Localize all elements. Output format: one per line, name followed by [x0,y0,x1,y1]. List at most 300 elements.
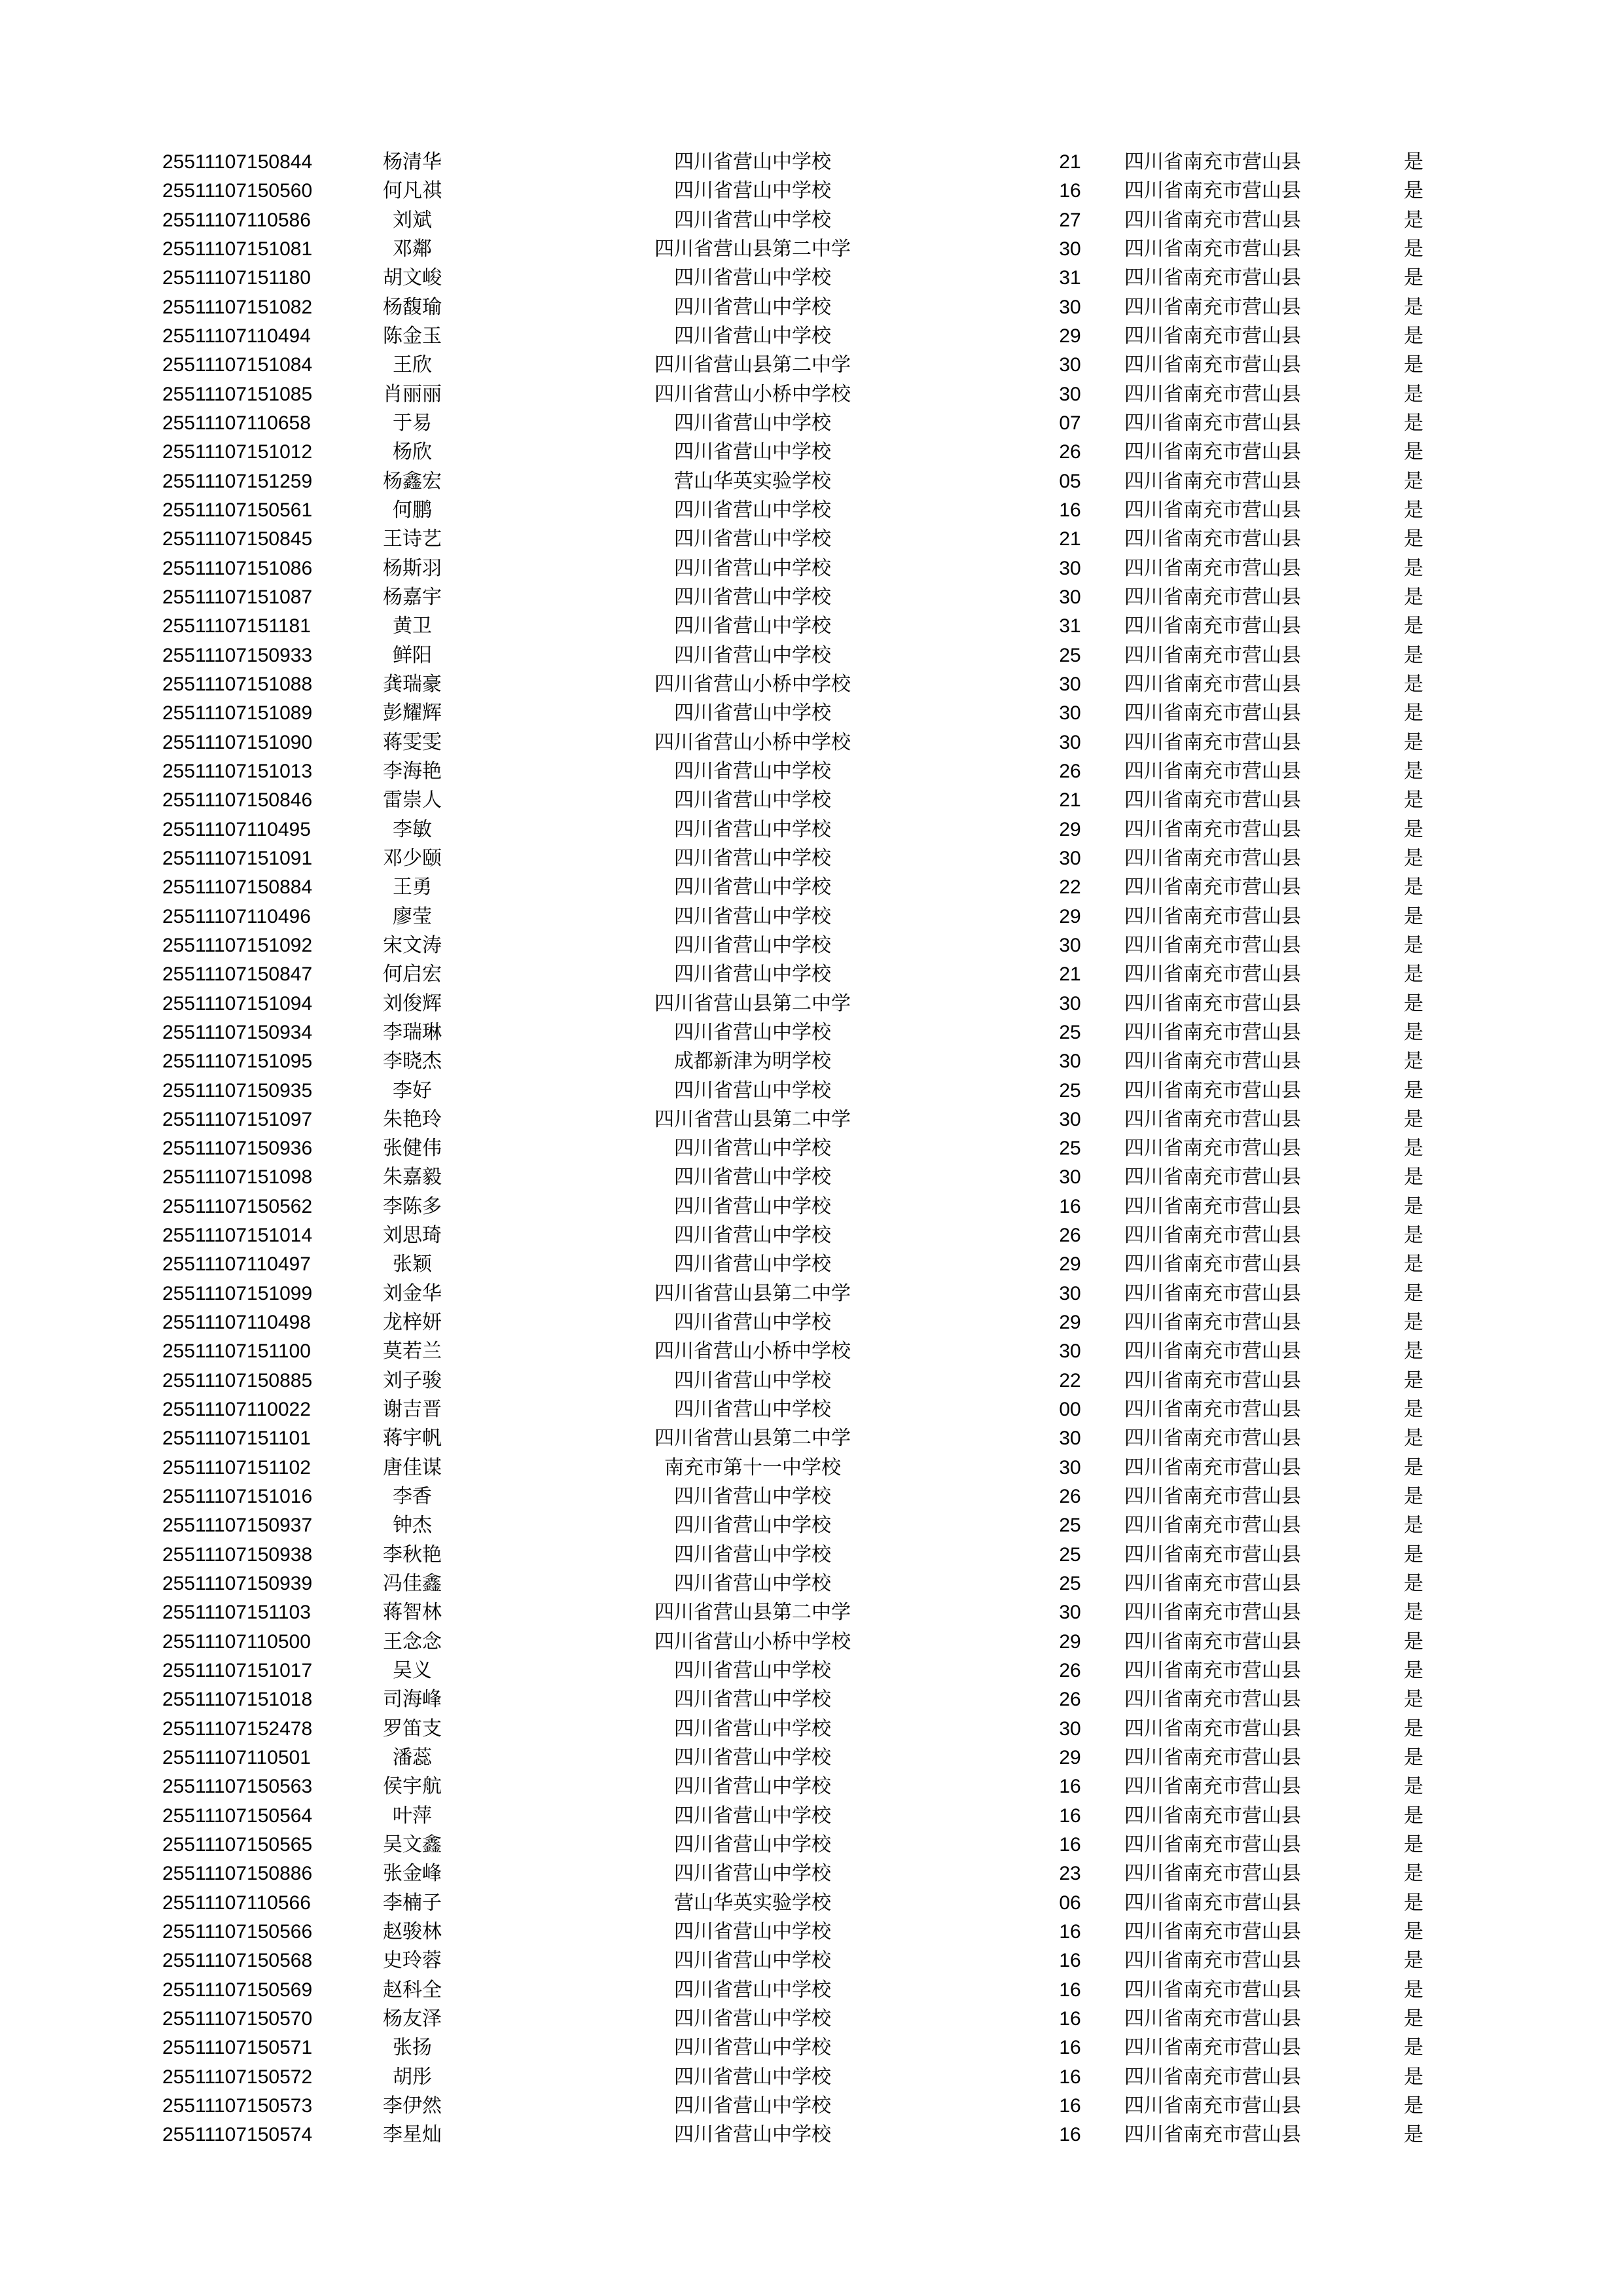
region-cell: 四川省南充市营山县 [1124,1543,1301,1566]
status-flag-cell: 是 [1404,1485,1423,1509]
table-row [0,2034,1623,2062]
status-flag-cell: 是 [1404,1224,1423,1247]
region-cell: 四川省南充市营山县 [1124,672,1301,696]
region-cell: 四川省南充市营山县 [1124,440,1301,464]
exam-number-cell: 25511107151094 [162,992,313,1014]
class-code-cell: 30 [1059,1717,1081,1740]
school-name-cell: 四川省营山县第二中学 [654,992,851,1015]
status-flag-cell: 是 [1404,1311,1423,1335]
table-row [0,1715,1623,1744]
student-name-cell: 王诗艺 [383,528,442,551]
table-row [0,699,1623,728]
student-name-cell: 胡彤 [393,2065,432,2089]
region-cell: 四川省南充市营山县 [1124,992,1301,1015]
student-name-cell: 刘俊辉 [383,992,442,1015]
exam-number-cell: 25511107150938 [162,1543,313,1566]
student-name-cell: 唐佳谋 [383,1456,442,1479]
exam-number-cell: 25511107150886 [162,1863,313,1885]
status-flag-cell: 是 [1404,1514,1423,1537]
student-name-cell: 王欣 [393,353,432,377]
table-row [0,583,1623,612]
class-code-cell: 21 [1059,963,1081,986]
class-code-cell: 30 [1059,1340,1081,1363]
school-name-cell: 四川省营山中学校 [674,905,831,928]
table-row [0,786,1623,815]
exam-number-cell: 25511107110494 [162,325,311,347]
school-name-cell: 四川省营山中学校 [674,1920,831,1944]
exam-number-cell: 25511107150564 [162,1804,313,1827]
region-cell: 四川省南充市营山县 [1124,963,1301,986]
school-name-cell: 四川省营山中学校 [674,1311,831,1335]
status-flag-cell: 是 [1404,151,1423,173]
school-name-cell: 四川省营山中学校 [674,2036,831,2060]
status-flag-cell: 是 [1404,1891,1423,1914]
status-flag-cell: 是 [1404,1369,1423,1392]
region-cell: 四川省南充市营山县 [1124,1224,1301,1247]
status-flag-cell: 是 [1404,1601,1423,1624]
school-name-cell: 四川省营山中学校 [674,1398,831,1422]
table-row [0,1772,1623,1801]
class-code-cell: 16 [1059,1921,1081,1943]
school-name-cell: 四川省营山中学校 [674,2065,831,2089]
student-name-cell: 刘金华 [383,1282,442,1305]
status-flag-cell: 是 [1404,1107,1423,1131]
school-name-cell: 四川省营山中学校 [674,1804,831,1827]
table-row [0,931,1623,960]
student-name-cell: 蒋雯雯 [383,730,442,754]
class-code-cell: 21 [1059,151,1081,173]
table-row [0,1946,1623,1975]
exam-number-cell: 25511107151086 [162,557,313,579]
school-name-cell: 四川省营山中学校 [674,1137,831,1160]
region-cell: 四川省南充市营山县 [1124,1514,1301,1537]
status-flag-cell: 是 [1404,1456,1423,1479]
student-name-cell: 李海艳 [383,759,442,783]
class-code-cell: 16 [1059,499,1081,521]
student-name-cell: 李秋艳 [383,1543,442,1566]
status-flag-cell: 是 [1404,1572,1423,1596]
student-name-cell: 朱嘉毅 [383,1166,442,1189]
exam-number-cell: 25511107150565 [162,1834,313,1856]
exam-number-cell: 25511107110586 [162,209,311,231]
table-row [0,1918,1623,1946]
class-code-cell: 26 [1059,441,1081,463]
exam-number-cell: 25511107151087 [162,586,313,608]
region-cell: 四川省南充市营山县 [1124,846,1301,870]
school-name-cell: 四川省营山中学校 [674,411,831,435]
school-name-cell: 四川省营山中学校 [674,556,831,580]
status-flag-cell: 是 [1404,382,1423,406]
status-flag-cell: 是 [1404,992,1423,1015]
student-list-table [0,148,1623,2150]
student-name-cell: 雷崇人 [383,789,442,812]
region-cell: 四川省南充市营山县 [1124,933,1301,957]
exam-number-cell: 25511107152478 [162,1717,313,1740]
status-flag-cell: 是 [1404,1978,1423,2001]
table-row [0,1454,1623,1482]
status-flag-cell: 是 [1404,905,1423,928]
class-code-cell: 30 [1059,557,1081,579]
table-row [0,1395,1623,1424]
student-name-cell: 吴文鑫 [383,1833,442,1857]
status-flag-cell: 是 [1404,1340,1423,1363]
student-name-cell: 杨嘉宇 [383,585,442,609]
student-name-cell: 刘子骏 [383,1369,442,1392]
class-code-cell: 31 [1059,615,1081,637]
exam-number-cell: 25511107150566 [162,1921,313,1943]
student-name-cell: 张健伟 [383,1137,442,1160]
status-flag-cell: 是 [1404,876,1423,899]
school-name-cell: 四川省营山中学校 [674,615,831,638]
status-flag-cell: 是 [1404,179,1423,203]
region-cell: 四川省南充市营山县 [1124,1746,1301,1770]
exam-number-cell: 25511107151014 [162,1225,313,1247]
table-row [0,844,1623,873]
class-code-cell: 30 [1059,1050,1081,1073]
status-flag-cell: 是 [1404,2123,1423,2147]
class-code-cell: 16 [1059,2124,1081,2146]
status-flag-cell: 是 [1404,643,1423,667]
exam-number-cell: 25511107151091 [162,847,313,869]
student-name-cell: 李楠子 [383,1891,442,1914]
exam-number-cell: 25511107150572 [162,2066,313,2088]
school-name-cell: 四川省营山中学校 [674,1717,831,1740]
student-name-cell: 司海峰 [383,1688,442,1712]
status-flag-cell: 是 [1404,1630,1423,1653]
region-cell: 四川省南充市营山县 [1124,1282,1301,1305]
exam-number-cell: 25511107151092 [162,934,313,956]
region-cell: 四川省南充市营山县 [1124,1862,1301,1886]
school-name-cell: 四川省营山中学校 [674,789,831,812]
school-name-cell: 营山华英实验学校 [674,469,831,493]
status-flag-cell: 是 [1404,1427,1423,1450]
student-name-cell: 黄卫 [393,615,432,638]
class-code-cell: 30 [1059,383,1081,405]
school-name-cell: 四川省营山中学校 [674,179,831,203]
class-code-cell: 30 [1059,238,1081,260]
exam-number-cell: 25511107150939 [162,1573,313,1595]
status-flag-cell: 是 [1404,846,1423,870]
school-name-cell: 四川省营山县第二中学 [654,1427,851,1450]
exam-number-cell: 25511107110498 [162,1312,311,1334]
student-name-cell: 蒋智林 [383,1601,442,1624]
student-name-cell: 蒋宇帆 [383,1427,442,1450]
class-code-cell: 30 [1059,731,1081,753]
status-flag-cell: 是 [1404,295,1423,319]
table-row [0,1628,1623,1657]
status-flag-cell: 是 [1404,1020,1423,1044]
class-code-cell: 07 [1059,412,1081,434]
status-flag-cell: 是 [1404,730,1423,754]
table-row [0,2121,1623,2149]
exam-number-cell: 25511107110658 [162,412,311,434]
school-name-cell: 四川省营山中学校 [674,933,831,957]
status-flag-cell: 是 [1404,1862,1423,1886]
school-name-cell: 四川省营山中学校 [674,1485,831,1509]
class-code-cell: 26 [1059,1486,1081,1508]
region-cell: 四川省南充市营山县 [1124,585,1301,609]
student-name-cell: 廖莹 [393,905,432,928]
table-row [0,1831,1623,1859]
status-flag-cell: 是 [1404,324,1423,348]
exam-number-cell: 25511107151095 [162,1050,313,1073]
exam-number-cell: 25511107110022 [162,1399,311,1421]
exam-number-cell: 25511107151181 [162,615,311,637]
class-code-cell: 16 [1059,180,1081,202]
class-code-cell: 30 [1059,354,1081,376]
student-name-cell: 冯佳鑫 [383,1572,442,1596]
school-name-cell: 四川省营山中学校 [674,324,831,348]
school-name-cell: 四川省营山中学校 [674,1194,831,1218]
table-row [0,438,1623,467]
school-name-cell: 四川省营山中学校 [674,876,831,899]
table-row [0,1308,1623,1337]
region-cell: 四川省南充市营山县 [1124,2094,1301,2117]
table-row [0,1337,1623,1366]
class-code-cell: 16 [1059,2037,1081,2059]
exam-number-cell: 25511107150574 [162,2124,313,2146]
exam-number-cell: 25511107151099 [162,1282,313,1304]
student-name-cell: 李瑞琳 [383,1020,442,1044]
student-name-cell: 彭耀辉 [383,702,442,725]
student-name-cell: 史玲蓉 [383,1949,442,1973]
table-row [0,496,1623,525]
school-name-cell: 四川省营山小桥中学校 [654,1340,851,1363]
class-code-cell: 30 [1059,702,1081,725]
status-flag-cell: 是 [1404,1079,1423,1102]
class-code-cell: 30 [1059,1282,1081,1304]
status-flag-cell: 是 [1404,1050,1423,1073]
student-name-cell: 陈金玉 [383,324,442,348]
student-name-cell: 于易 [393,411,432,435]
school-name-cell: 四川省营山中学校 [674,1775,831,1799]
school-name-cell: 四川省营山中学校 [674,498,831,522]
student-name-cell: 李敏 [393,817,432,841]
region-cell: 四川省南充市营山县 [1124,1137,1301,1160]
student-name-cell: 王勇 [393,876,432,899]
region-cell: 四川省南充市营山县 [1124,2036,1301,2060]
school-name-cell: 四川省营山中学校 [674,1949,831,1973]
table-row [0,380,1623,409]
status-flag-cell: 是 [1404,1659,1423,1683]
table-row [0,235,1623,264]
school-name-cell: 四川省营山中学校 [674,1514,831,1537]
school-name-cell: 四川省营山中学校 [674,1833,831,1857]
class-code-cell: 29 [1059,818,1081,840]
table-row [0,351,1623,380]
table-row [0,670,1623,699]
table-row [0,177,1623,206]
region-cell: 四川省南充市营山县 [1124,411,1301,435]
region-cell: 四川省南充市营山县 [1124,1630,1301,1653]
school-name-cell: 四川省营山中学校 [674,440,831,464]
status-flag-cell: 是 [1404,702,1423,725]
status-flag-cell: 是 [1404,411,1423,435]
student-name-cell: 李晓杰 [383,1050,442,1073]
status-flag-cell: 是 [1404,2065,1423,2089]
region-cell: 四川省南充市营山县 [1124,151,1301,173]
class-code-cell: 25 [1059,644,1081,666]
status-flag-cell: 是 [1404,1282,1423,1305]
status-flag-cell: 是 [1404,498,1423,522]
school-name-cell: 四川省营山中学校 [674,1659,831,1683]
student-name-cell: 王念念 [383,1630,442,1653]
class-code-cell: 30 [1059,586,1081,608]
region-cell: 四川省南充市营山县 [1124,1398,1301,1422]
region-cell: 四川省南充市营山县 [1124,1456,1301,1479]
class-code-cell: 30 [1059,1108,1081,1130]
table-row [0,1976,1623,2005]
school-name-cell: 四川省营山中学校 [674,963,831,986]
school-name-cell: 四川省营山中学校 [674,528,831,551]
class-code-cell: 16 [1059,2094,1081,2117]
table-row [0,322,1623,351]
student-name-cell: 朱艳玲 [383,1107,442,1131]
table-row [0,1598,1623,1627]
region-cell: 四川省南充市营山县 [1124,1253,1301,1276]
region-cell: 四川省南充市营山县 [1124,1166,1301,1189]
table-row [0,816,1623,844]
class-code-cell: 30 [1059,1456,1081,1479]
region-cell: 四川省南充市营山县 [1124,556,1301,580]
region-cell: 四川省南充市营山县 [1124,1311,1301,1335]
school-name-cell: 四川省营山县第二中学 [654,353,851,377]
class-code-cell: 22 [1059,1369,1081,1391]
status-flag-cell: 是 [1404,237,1423,260]
table-row [0,206,1623,235]
school-name-cell: 四川省营山中学校 [674,1020,831,1044]
school-name-cell: 营山华英实验学校 [674,1891,831,1914]
student-name-cell: 李陈多 [383,1194,442,1218]
exam-number-cell: 25511107151102 [162,1456,311,1479]
school-name-cell: 四川省营山小桥中学校 [654,382,851,406]
region-cell: 四川省南充市营山县 [1124,2065,1301,2089]
region-cell: 四川省南充市营山县 [1124,702,1301,725]
exam-number-cell: 25511107150846 [162,789,313,812]
table-row [0,264,1623,293]
class-code-cell: 30 [1059,847,1081,869]
region-cell: 四川省南充市营山县 [1124,353,1301,377]
status-flag-cell: 是 [1404,556,1423,580]
school-name-cell: 四川省营山中学校 [674,1369,831,1392]
region-cell: 四川省南充市营山县 [1124,1920,1301,1944]
table-row [0,612,1623,641]
status-flag-cell: 是 [1404,1688,1423,1712]
exam-number-cell: 25511107110496 [162,905,311,927]
region-cell: 四川省南充市营山县 [1124,295,1301,319]
table-row [0,1802,1623,1831]
class-code-cell: 16 [1059,2066,1081,2088]
region-cell: 四川省南充市营山县 [1124,528,1301,551]
table-row [0,1221,1623,1250]
table-row [0,641,1623,670]
status-flag-cell: 是 [1404,1804,1423,1827]
class-code-cell: 16 [1059,1776,1081,1798]
student-name-cell: 宋文涛 [383,933,442,957]
class-code-cell: 30 [1059,934,1081,956]
status-flag-cell: 是 [1404,1166,1423,1189]
exam-number-cell: 25511107151100 [162,1340,311,1363]
status-flag-cell: 是 [1404,2036,1423,2060]
exam-number-cell: 25511107110501 [162,1747,311,1769]
region-cell: 四川省南充市营山县 [1124,208,1301,232]
exam-number-cell: 25511107151088 [162,673,313,695]
table-row [0,757,1623,786]
exam-number-cell: 25511107151085 [162,383,313,405]
region-cell: 四川省南充市营山县 [1124,382,1301,406]
exam-number-cell: 25511107150934 [162,1021,313,1043]
school-name-cell: 四川省营山县第二中学 [654,1601,851,1624]
student-name-cell: 杨清华 [383,151,442,173]
school-name-cell: 四川省营山中学校 [674,643,831,667]
region-cell: 四川省南充市营山县 [1124,817,1301,841]
class-code-cell: 25 [1059,1543,1081,1566]
school-name-cell: 四川省营山中学校 [674,2007,831,2030]
exam-number-cell: 25511107150560 [162,180,313,202]
table-row [0,2063,1623,2092]
student-name-cell: 李伊然 [383,2094,442,2117]
exam-number-cell: 25511107151017 [162,1660,313,1682]
table-row [0,873,1623,902]
table-row [0,1424,1623,1453]
class-code-cell: 16 [1059,1950,1081,1972]
exam-number-cell: 25511107150845 [162,528,313,550]
school-name-cell: 成都新津为明学校 [674,1050,831,1073]
class-code-cell: 05 [1059,470,1081,492]
class-code-cell: 29 [1059,1253,1081,1276]
exam-number-cell: 25511107150563 [162,1776,313,1798]
class-code-cell: 25 [1059,1021,1081,1043]
status-flag-cell: 是 [1404,469,1423,493]
exam-number-cell: 25511107151018 [162,1689,313,1711]
status-flag-cell: 是 [1404,1949,1423,1973]
exam-number-cell: 25511107150937 [162,1515,313,1537]
student-name-cell: 胡文峻 [383,266,442,290]
class-code-cell: 30 [1059,296,1081,318]
school-name-cell: 四川省营山中学校 [674,1978,831,2001]
table-row [0,1541,1623,1570]
student-name-cell: 罗笛支 [383,1717,442,1740]
region-cell: 四川省南充市营山县 [1124,1572,1301,1596]
region-cell: 四川省南充市营山县 [1124,2007,1301,2030]
class-code-cell: 16 [1059,1834,1081,1856]
status-flag-cell: 是 [1404,528,1423,551]
table-row [0,525,1623,554]
region-cell: 四川省南充市营山县 [1124,237,1301,260]
school-name-cell: 四川省营山中学校 [674,208,831,232]
status-flag-cell: 是 [1404,963,1423,986]
school-name-cell: 四川省营山中学校 [674,1166,831,1189]
student-name-cell: 李星灿 [383,2123,442,2147]
student-name-cell: 李好 [393,1079,432,1102]
region-cell: 四川省南充市营山县 [1124,266,1301,290]
region-cell: 四川省南充市营山县 [1124,1688,1301,1712]
school-name-cell: 南充市第十一中学校 [664,1456,841,1479]
region-cell: 四川省南充市营山县 [1124,1194,1301,1218]
exam-number-cell: 25511107151090 [162,731,313,753]
student-name-cell: 杨欣 [393,440,432,464]
status-flag-cell: 是 [1404,1253,1423,1276]
status-flag-cell: 是 [1404,1543,1423,1566]
region-cell: 四川省南充市营山县 [1124,1804,1301,1827]
student-name-cell: 李香 [393,1485,432,1509]
school-name-cell: 四川省营山县第二中学 [654,1282,851,1305]
student-name-cell: 何鹏 [393,498,432,522]
school-name-cell: 四川省营山中学校 [674,1746,831,1770]
region-cell: 四川省南充市营山县 [1124,1891,1301,1914]
status-flag-cell: 是 [1404,353,1423,377]
class-code-cell: 16 [1059,2008,1081,2030]
